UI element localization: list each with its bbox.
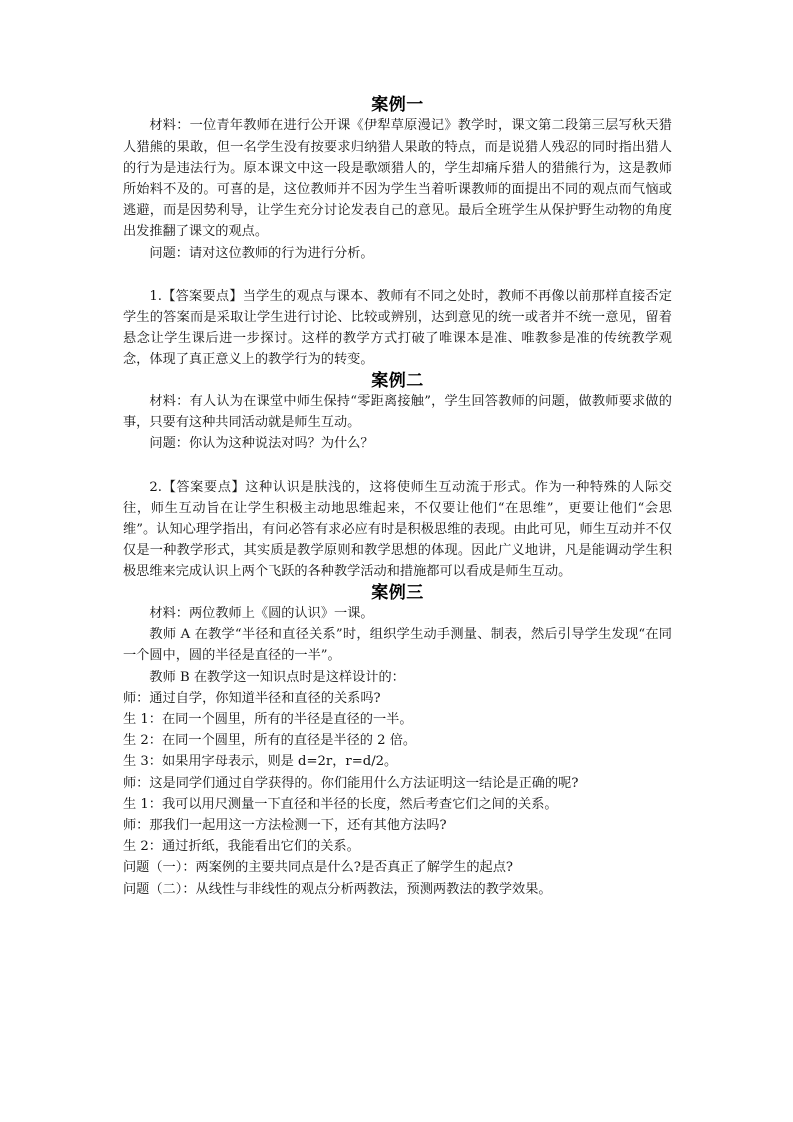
case-one-material: 材料：一位青年教师在进行公开课《伊犁草原漫记》教学时，课文第二段第三层写秋天猎人猎熊的果敢，但一名学生没有按要求归纳猎人果敢的特点，而是说猎人残忍的同时指出猎人的行为是违法行为。原本课文中这一段是歌颂猎人的，学生却痛斥猎人的猎熊行为，这是教师所始料不及的。可喜的是，这位教师并不因为学生当着听课教师的面提出不同的观点而气恼或逃避，而是因势利导，让学生充分讨论发表自己的意见。最后全班学生从保护野生动物的角度出发推翻了课文的观点。 (123, 118, 672, 240)
dialogue-line: 师：那我们一起用这一方法检测一下，还有其他方法吗? (123, 818, 447, 834)
dialogue-line: 生 2：在同一个圆里，所有的直径是半径的 2 倍。 (123, 733, 417, 749)
case-one-question: 问题：请对这位教师的行为进行分析。 (149, 245, 374, 261)
case-three-question-two: 问题（二）：从线性与非线性的观点分析两教法，预测两教法的教学效果。 (123, 881, 552, 897)
dialogue-line: 生 1：在同一个圆里，所有的半径是直径的一半。 (123, 712, 413, 728)
case-two-question: 问题：你认为这种说法对吗？为什么？ (149, 436, 374, 452)
dialogue-line: 师：这是同学们通过自学获得的。你们能用什么方法证明这一结论是正确的呢? (123, 775, 579, 791)
document-body (123, 95, 672, 900)
case-two-answer: 2.【答案要点】这种认识是肤浅的，这将使师生互动流于形式。作为一种特殊的人际交往，师生互动旨在让学生积极主动地思维起来，不仅要让他们“在思维”，更要让他们“会思维”。认知心理学指出，有问必答有求必应有时是积极思维的表现。由此可见，师生互动并不仅仅是一种教学形式，其实质是教学原则和教学思想的体现。因此广义地讲，凡是能调动学生积极思维来完成认识上两个飞跃的各种教学活动和措施都可以看成是师生互动。 (123, 479, 672, 580)
case-three-question-one: 问题（一）：两案例的主要共同点是什么?是否真正了解学生的起点? (123, 860, 513, 876)
case-three-dialogue (123, 688, 672, 900)
dialogue-line: 生 1：我可以用尺测量一下直径和半径的长度，然后考查它们之间的关系。 (123, 796, 558, 812)
dialogue-line: 生 3：如果用字母表示，则是 d=2r，r=d/2。 (123, 754, 398, 770)
case-three-teacher-b: 教师 B 在教学这一知识点时是这样设计的： (149, 669, 405, 685)
case-heading-one: 案例一 (371, 95, 424, 115)
dialogue-line: 生 2：通过折纸，我能看出它们的关系。 (123, 839, 360, 855)
case-heading-three: 案例三 (371, 582, 424, 603)
case-two-material: 材料：有人认为在课堂中师生保持“零距离接触”，学生回答教师的问题，做教师要求做的事，只要有这种共同活动就是师生互动。 (123, 394, 672, 431)
case-three-teacher-a: 教师 A 在教学“半径和直径关系”时，组织学生动手测量、制表，然后引导学生发现“在同一个圆中，圆的半径是直径的一半”。 (123, 627, 672, 664)
case-two-answer-block (123, 477, 672, 583)
case-one-answer-block (123, 286, 672, 371)
case-heading-two: 案例二 (371, 370, 424, 391)
dialogue-line: 师：通过自学，你知道半径和直径的关系吗? (123, 690, 381, 706)
case-three-material: 材料：两位教师上《圆的认识》一课。 (149, 606, 374, 622)
case-one-answer: 1.【答案要点】当学生的观点与课本、教师有不同之处时，教师不再像以前那样直接否定学生的答案而是采取让学生进行讨论、比较或辨别，达到意见的统一或者并不统一意见，留着悬念让学生课后进一步探讨。这样的教学方式打破了唯课本是准、唯教参是准的传统教学观念，体现了真正意义上的教学行为的转变。 (123, 288, 672, 368)
